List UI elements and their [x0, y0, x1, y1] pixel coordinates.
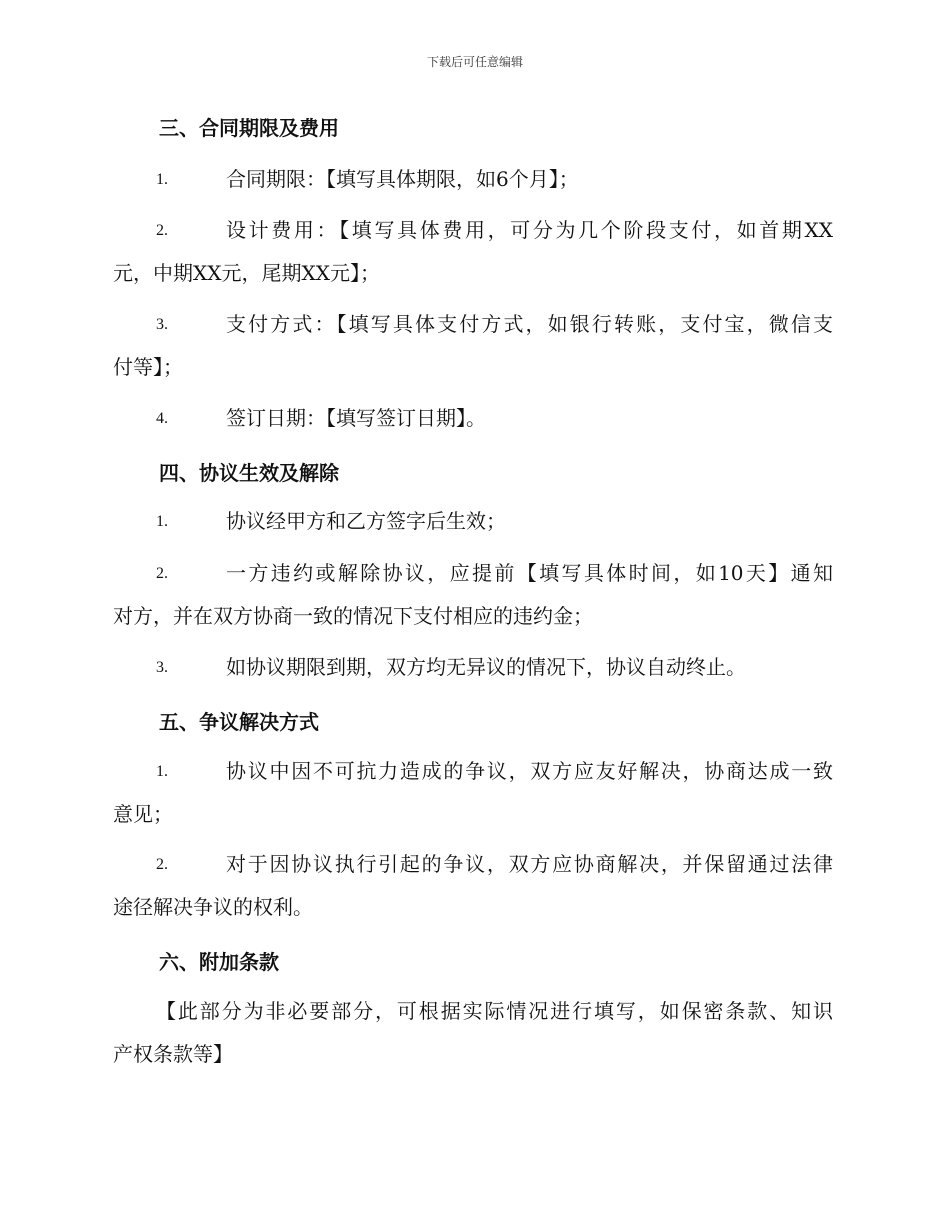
item-text-line1: 对于因协议执行引起的争议，双方应协商解决，并保留通过法律	[226, 852, 833, 876]
item-text-line1: 支付方式：【填写具体支付方式，如银行转账，支付宝，微信支	[226, 312, 833, 336]
item-number: 1.	[156, 763, 168, 780]
item-text	[226, 843, 833, 886]
item-text	[226, 209, 833, 252]
paragraph-line1-text: 【此部分为非必要部分，可根据实际情况进行填写，如保密条款、知识	[156, 999, 833, 1023]
item-number: 2.	[156, 222, 168, 239]
item-text-line1: 设计费用：【填写具体费用，可分为几个阶段支付，如首期XX	[226, 218, 833, 242]
item-text-line2: 付等】；	[113, 355, 183, 379]
list-item	[113, 500, 833, 543]
item-text: 合同期限：【填写具体期限，如6个月】；	[226, 167, 579, 191]
section-heading-4: 四、协议生效及解除	[159, 461, 339, 485]
item-text-line2: 途径解决争议的权利。	[113, 895, 313, 919]
item-number: 2.	[156, 856, 168, 873]
item-number: 3.	[156, 659, 168, 676]
page-header: 下载后可任意编辑	[426, 55, 523, 69]
item-text: 签订日期：【填写签订日期】。	[226, 406, 486, 430]
list-item	[113, 646, 833, 689]
list-item	[113, 158, 833, 201]
list-item	[113, 209, 833, 295]
item-text	[226, 303, 833, 346]
item-number: 2.	[156, 565, 168, 582]
section-heading-6: 六、附加条款	[159, 950, 279, 974]
list-item	[113, 303, 833, 389]
section-heading-5: 五、争议解决方式	[159, 710, 319, 734]
item-text-line1: 协议中因不可抗力造成的争议，双方应友好解决，协商达成一致	[226, 759, 833, 783]
item-number: 1.	[156, 171, 168, 188]
list-item	[113, 750, 833, 836]
item-text: 如协议期限到期，双方均无异议的情况下，协议自动终止。	[226, 655, 746, 679]
item-text-line1: 一方违约或解除协议，应提前【填写具体时间，如10天】通知	[226, 561, 833, 585]
list-item	[113, 397, 833, 440]
list-item	[113, 843, 833, 929]
item-text-line2: 元，中期XX元，尾期XX元】；	[113, 261, 380, 285]
item-number: 3.	[156, 316, 168, 333]
paragraph-line1	[156, 990, 833, 1033]
list-item	[113, 552, 833, 638]
item-text-line2: 意见；	[113, 802, 173, 826]
item-text	[226, 750, 833, 793]
item-text: 协议经甲方和乙方签字后生效；	[226, 509, 506, 533]
item-text	[226, 552, 833, 595]
item-text-line2: 对方，并在双方协商一致的情况下支付相应的违约金；	[113, 604, 593, 628]
item-number: 4.	[156, 410, 168, 427]
paragraph-line2: 产权条款等】	[113, 1042, 233, 1066]
item-number: 1.	[156, 513, 168, 530]
paragraph	[113, 990, 833, 1076]
section-heading-3: 三、合同期限及费用	[159, 116, 339, 140]
